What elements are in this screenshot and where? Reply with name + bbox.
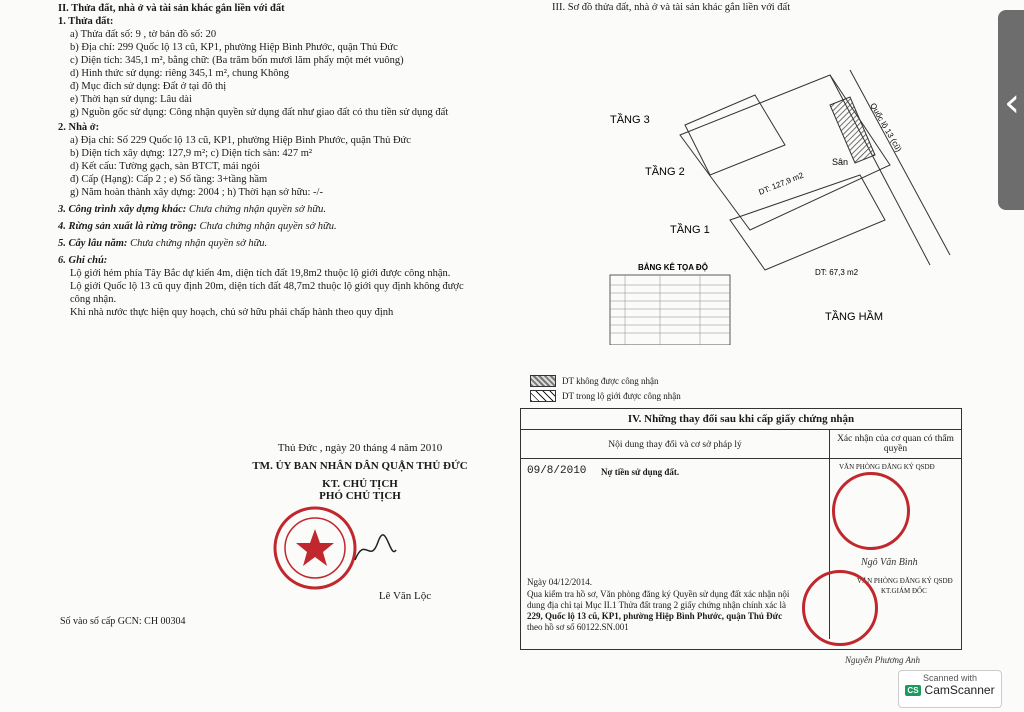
plan-legend (530, 375, 681, 405)
changes-header (521, 430, 961, 459)
cam-brand (899, 683, 1001, 697)
floor1-label: TẦNG 1 (670, 224, 710, 236)
land-line: c) Diện tích: 345,1 m², bằng chữ: (Ba trăm bốn mươi lăm phẩy một mét vuông) (70, 55, 404, 66)
house-line: g) Năm hoàn thành xây dựng: 2004 ; h) Thời hạn sở hữu: -/- (70, 187, 323, 198)
sign-org: TM. ỦY BAN NHÂN DÂN QUẬN THỦ ĐỨC (252, 460, 468, 472)
land-line: g) Nguồn gốc sử dụng: Công nhận quyền sử dụng đất như giao đất có thu tiền sử dụng đất (70, 107, 449, 118)
side-panel-tab[interactable] (998, 10, 1024, 210)
sign-kt: KT. CHỦ TỊCH (322, 478, 398, 490)
registration-stamp-icon (802, 570, 878, 646)
item-5 (58, 237, 498, 250)
dt-label: DT: 67,3 m2 (815, 268, 859, 277)
entry1-text: Nợ tiền sử dụng đất. (601, 467, 680, 477)
house-line: đ) Cấp (Hạng): Cấp 2 ; e) Số tầng: 3+tầng hầm (70, 174, 268, 185)
house-line: a) Địa chỉ: Số 229 Quốc lộ 13 cũ, KP1, phường Hiệp Bình Phước, quận Thủ Đức (70, 135, 411, 146)
note-line: Lộ giới hẻm phía Tây Bắc dự kiến 4m, diện tích đất 19,8m2 thuộc lộ giới được công nhận. (70, 268, 451, 279)
sign-date: Thủ Đức , ngày 20 tháng 4 năm 2010 (277, 442, 443, 454)
signer2: Nguyễn Phương Anh (845, 655, 921, 665)
signature-block (230, 442, 490, 602)
register-number: Số vào sổ cấp GCN: CH 00304 (60, 616, 186, 627)
san-label: Sân (832, 157, 849, 167)
item-3-label: 3. Công trình xây dựng khác: (58, 204, 187, 215)
site-plan-diagram (600, 15, 970, 345)
item-4-label: 4. Rừng sản xuất là rừng trồng: (58, 221, 197, 232)
office2: VĂN PHÒNG ĐĂNG KÝ QSDĐ (857, 577, 953, 585)
official-stamp-icon (272, 505, 358, 591)
road-label: Quốc lộ 13 (cũ) (868, 101, 904, 154)
coord-table-title: BẢNG KÊ TỌA ĐỘ (638, 263, 708, 272)
col-confirm: Xác nhận của cơ quan có thẩm quyền (837, 434, 954, 454)
land-line: e) Thời hạn sử dụng: Lâu dài (70, 94, 192, 105)
hatch-swatch-icon (530, 390, 556, 402)
registration-stamp-icon (832, 472, 910, 550)
cam-line1: Scanned with (922, 673, 978, 683)
cam-line2: CamScanner (924, 683, 995, 697)
land-line: đ) Mục đích sử dụng: Đất ở tại đô thị (70, 81, 227, 92)
office1: VĂN PHÒNG ĐĂNG KÝ QSDĐ (839, 463, 935, 471)
dt2-label: DT: 127,9 m2 (757, 170, 805, 197)
house-line: b) Diện tích xây dựng: 127,9 m²; c) Diện tích sàn: 427 m² (70, 148, 313, 159)
legend-label: DT không được công nhận (562, 376, 659, 386)
land-line: d) Hình thức sử dụng: riêng 345,1 m², chung Không (70, 68, 289, 79)
legend-label: DT trong lộ giới được công nhận (562, 391, 681, 401)
land-line: a) Thửa đất số: 9 , tờ bản đồ số: 20 (70, 29, 217, 40)
note-line: Khi nhà nước thực hiện quy hoạch, chủ sở hữu phải chấp hành theo quy định (70, 307, 394, 318)
col-content: Nội dung thay đổi và cơ sở pháp lý (521, 430, 830, 458)
item-5-value: Chưa chứng nhận quyền sở hữu. (130, 238, 268, 249)
item-3 (58, 203, 498, 216)
legend-item (530, 375, 681, 387)
signature-icon (350, 530, 400, 570)
house-line: d) Kết cấu: Tường gạch, sàn BTCT, mái ngói (70, 161, 260, 172)
floor3-label: TẦNG 3 (610, 114, 650, 126)
land-line: b) Địa chỉ: 299 Quốc lộ 13 cũ, KP1, phường Hiệp Bình Phước, quận Thủ Đức (70, 42, 398, 53)
changes-title: IV. Những thay đổi sau khi cấp giấy chứng nhận (521, 409, 961, 430)
entry2-line: Qua kiểm tra hồ sơ, Văn phòng đăng ký Quyền sử dụng đất xác nhận nội (527, 589, 790, 599)
entry2-text (527, 589, 789, 633)
item-4-value: Chưa chứng nhận quyền sở hữu. (199, 221, 337, 232)
section-ii-title: II. Thửa đất, nhà ở và tài sản khác gắn liền với đất (58, 3, 285, 14)
land-title: 1. Thửa đất: (58, 16, 114, 27)
signer1: Ngô Văn Bình (861, 557, 918, 568)
office2-role: KT.GIÁM ĐỐC (881, 587, 927, 595)
item-4 (58, 220, 498, 233)
house-title: 2. Nhà ở: (58, 122, 100, 133)
hatch-swatch-icon (530, 375, 556, 387)
item-5-label: 5. Cây lâu năm: (58, 238, 128, 249)
entry2-date: Ngày 04/12/2014. (527, 577, 592, 587)
sign-deputy: PHÓ CHỦ TỊCH (319, 490, 401, 502)
basement-label: TẦNG HẦM (825, 311, 884, 323)
legend-item (530, 390, 681, 402)
camscanner-logo-icon: CS (907, 685, 919, 695)
entry2-line: 229, Quốc lộ 13 cũ, KP1, phường Hiệp Bình Phước, quận Thủ Đức (527, 611, 783, 621)
note-line: Lộ giới Quốc lộ 13 cũ quy định 20m, diện tích đất 48,7m2 thuộc lộ giới quy định không được công nhận. (70, 281, 464, 305)
floor2-label: TẦNG 2 (645, 166, 685, 178)
chevron-left-icon: ‹ (1004, 80, 1020, 126)
entry2-line: dung địa chỉ tại Mục II.1 Thửa đất trang 2 giấy chứng nhận chính xác là (527, 600, 787, 610)
entry1-date: 09/8/2010 (527, 465, 587, 477)
item-3-value: Chưa chứng nhận quyền sở hữu. (188, 204, 326, 215)
signer-name: Lê Văn Lộc (378, 590, 432, 602)
section-iii-title: III. Sơ đồ thửa đất, nhà ở và tài sản khác gắn liền với đất (552, 2, 791, 13)
section-ii (58, 2, 498, 319)
notes-title: 6. Ghi chú: (58, 255, 108, 266)
entry2-line: theo hồ sơ số 60122.SN.001 (527, 622, 629, 632)
camscanner-badge (898, 670, 1002, 708)
